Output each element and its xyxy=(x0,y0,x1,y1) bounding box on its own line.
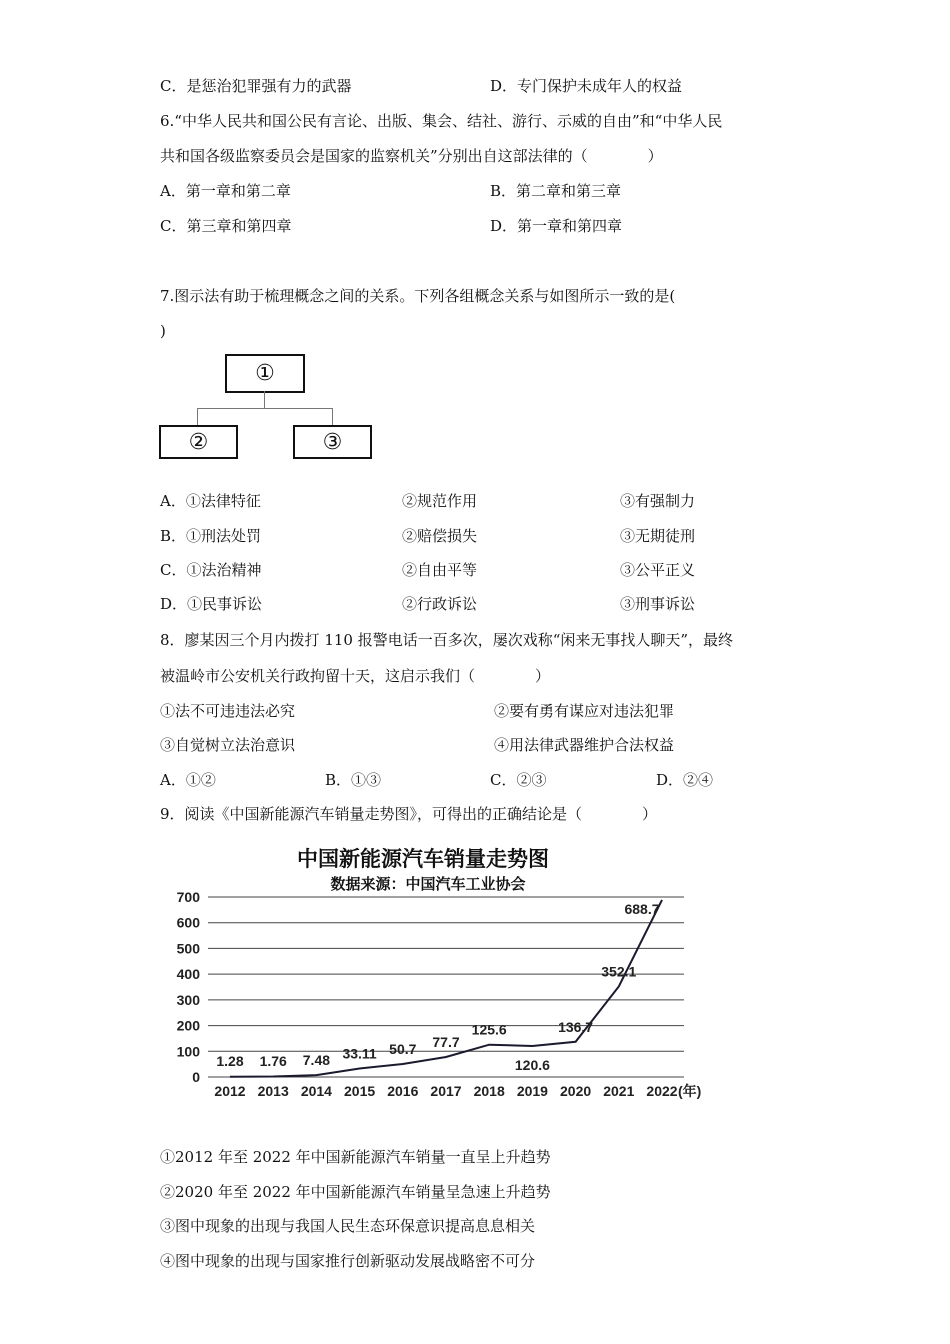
x-tick-label: 2020 xyxy=(560,1083,592,1099)
x-tick-label: 2022 xyxy=(646,1083,678,1099)
diagram-connector-vertical xyxy=(264,391,265,409)
y-tick-label: 100 xyxy=(176,1043,200,1060)
q7-stem-line2: ) xyxy=(160,322,166,340)
data-label: 688.7 xyxy=(624,900,660,917)
data-label: 7.48 xyxy=(302,1052,331,1069)
q6-stem-line2: 共和国各级监察委员会是国家的监察机关”分别出自这部法律的（ ） xyxy=(160,147,663,165)
q8-statement-4: ④用法律武器维护合法权益 xyxy=(494,736,675,754)
data-label: 33.11 xyxy=(342,1045,377,1062)
x-tick-label: 2014 xyxy=(300,1083,332,1099)
q8-option-a: A．①② xyxy=(160,771,216,789)
q5-option-d: D．专门保护未成年人的权益 xyxy=(490,77,683,95)
q7-option-b-1: B．①刑法处罚 xyxy=(160,527,262,545)
data-label: 120.6 xyxy=(514,1056,550,1073)
q7-option-b-2: ②赔偿损失 xyxy=(402,527,478,545)
q7-option-a-3: ③有强制力 xyxy=(620,492,696,510)
data-label: 352.1 xyxy=(601,963,637,980)
data-label: 50.7 xyxy=(389,1040,417,1057)
y-tick-label: 700 xyxy=(176,889,200,905)
x-tick-label: 2017 xyxy=(430,1083,462,1099)
q7-option-d-3: ③刑事诉讼 xyxy=(620,595,696,613)
chart-data-labels xyxy=(216,901,659,1073)
q9-statement-1: ①2012 年至 2022 年中国新能源汽车销量一直呈上升趋势 xyxy=(160,1148,551,1166)
chart-x-ticks xyxy=(214,1083,677,1099)
q8-stem-line2: 被温岭市公安机关行政拘留十天，这启示我们（ ） xyxy=(160,667,551,685)
q7-option-a-1: A．①法律特征 xyxy=(160,492,261,510)
q8-option-d: D．②④ xyxy=(656,771,714,789)
diagram-connector-right xyxy=(332,408,333,425)
x-tick-label: 2015 xyxy=(344,1083,376,1099)
chart-y-ticks xyxy=(177,889,201,1085)
data-label: 125.6 xyxy=(471,1021,507,1038)
q6-stem-line1: 6.“中华人民共和国公民有言论、出版、集会、结社、游行、示威的自由”和“中华人民 xyxy=(160,112,723,130)
q9-statement-2: ②2020 年至 2022 年中国新能源汽车销量呈急速上升趋势 xyxy=(160,1183,551,1201)
q6-option-b: B．第二章和第三章 xyxy=(490,182,622,200)
data-label: 136.7 xyxy=(558,1018,594,1035)
y-tick-label: 400 xyxy=(176,966,200,983)
y-tick-label: 300 xyxy=(176,991,200,1008)
x-tick-label: 2013 xyxy=(257,1083,289,1099)
x-tick-label: 2018 xyxy=(473,1083,505,1099)
y-tick-label: 0 xyxy=(192,1069,200,1085)
sales-trend-chart xyxy=(150,838,730,1108)
q8-option-c: C．②③ xyxy=(490,771,547,789)
q8-statement-3: ③自觉树立法治意识 xyxy=(160,736,296,754)
diagram-box-left: ② xyxy=(159,425,238,459)
y-tick-label: 200 xyxy=(176,1017,200,1034)
y-tick-label: 500 xyxy=(176,940,200,957)
q7-option-b-3: ③无期徒刑 xyxy=(620,527,696,545)
q7-option-d-2: ②行政诉讼 xyxy=(402,595,478,613)
q9-stem: 9．阅读《中国新能源汽车销量走势图》，可得出的正确结论是（ ） xyxy=(160,805,658,823)
data-label: 77.7 xyxy=(432,1034,460,1051)
q6-option-c: C．第三章和第四章 xyxy=(160,217,292,235)
x-tick-label: 2021 xyxy=(603,1083,635,1099)
y-tick-label: 600 xyxy=(176,914,200,931)
q7-option-c-2: ②自由平等 xyxy=(402,561,478,579)
diagram-box-top: ① xyxy=(225,354,305,393)
diagram-box-right: ③ xyxy=(293,425,372,459)
q8-stem-line1: 8．廖某因三个月内拨打 110 报警电话一百多次，屡次戏称“闲来无事找人聊天”，最终 xyxy=(160,631,734,649)
q7-option-c-1: C．①法治精神 xyxy=(160,561,262,579)
q8-statement-2: ②要有勇有谋应对违法犯罪 xyxy=(494,702,675,720)
q7-stem-line1: 7.图示法有助于梳理概念之间的关系。下列各组概念关系与如图所示一致的是( xyxy=(160,287,676,305)
diagram-connector-left xyxy=(197,408,198,425)
chart-series-line xyxy=(230,900,662,1077)
x-tick-label: 2016 xyxy=(387,1083,419,1099)
q7-option-d-1: D．①民事诉讼 xyxy=(160,595,263,613)
q7-option-c-3: ③公平正义 xyxy=(620,561,696,579)
chart-subtitle: 数据来源：中国汽车工业协会 xyxy=(330,876,526,893)
q8-option-b: B．①③ xyxy=(325,771,382,789)
chart-title: 中国新能源汽车销量走势图 xyxy=(297,848,549,871)
data-label: 1.28 xyxy=(216,1053,244,1069)
q9-statement-3: ③图中现象的出现与我国人民生态环保意识提高息息相关 xyxy=(160,1217,536,1235)
q7-option-a-2: ②规范作用 xyxy=(402,492,478,510)
q6-option-d: D．第一章和第四章 xyxy=(490,217,623,235)
x-tick-label: 2012 xyxy=(214,1083,246,1099)
data-label: 1.76 xyxy=(259,1053,287,1069)
x-tick-label: 2019 xyxy=(516,1083,548,1099)
q9-statement-4: ④图中现象的出现与国家推行创新驱动发展战略密不可分 xyxy=(160,1252,536,1270)
diagram-connector-horizontal xyxy=(197,408,333,409)
q5-option-c: C．是惩治犯罪强有力的武器 xyxy=(160,77,352,95)
q8-statement-1: ①法不可违违法必究 xyxy=(160,702,296,720)
q6-option-a: A．第一章和第二章 xyxy=(160,182,291,200)
chart-x-axis-unit: (年) xyxy=(678,1083,702,1099)
